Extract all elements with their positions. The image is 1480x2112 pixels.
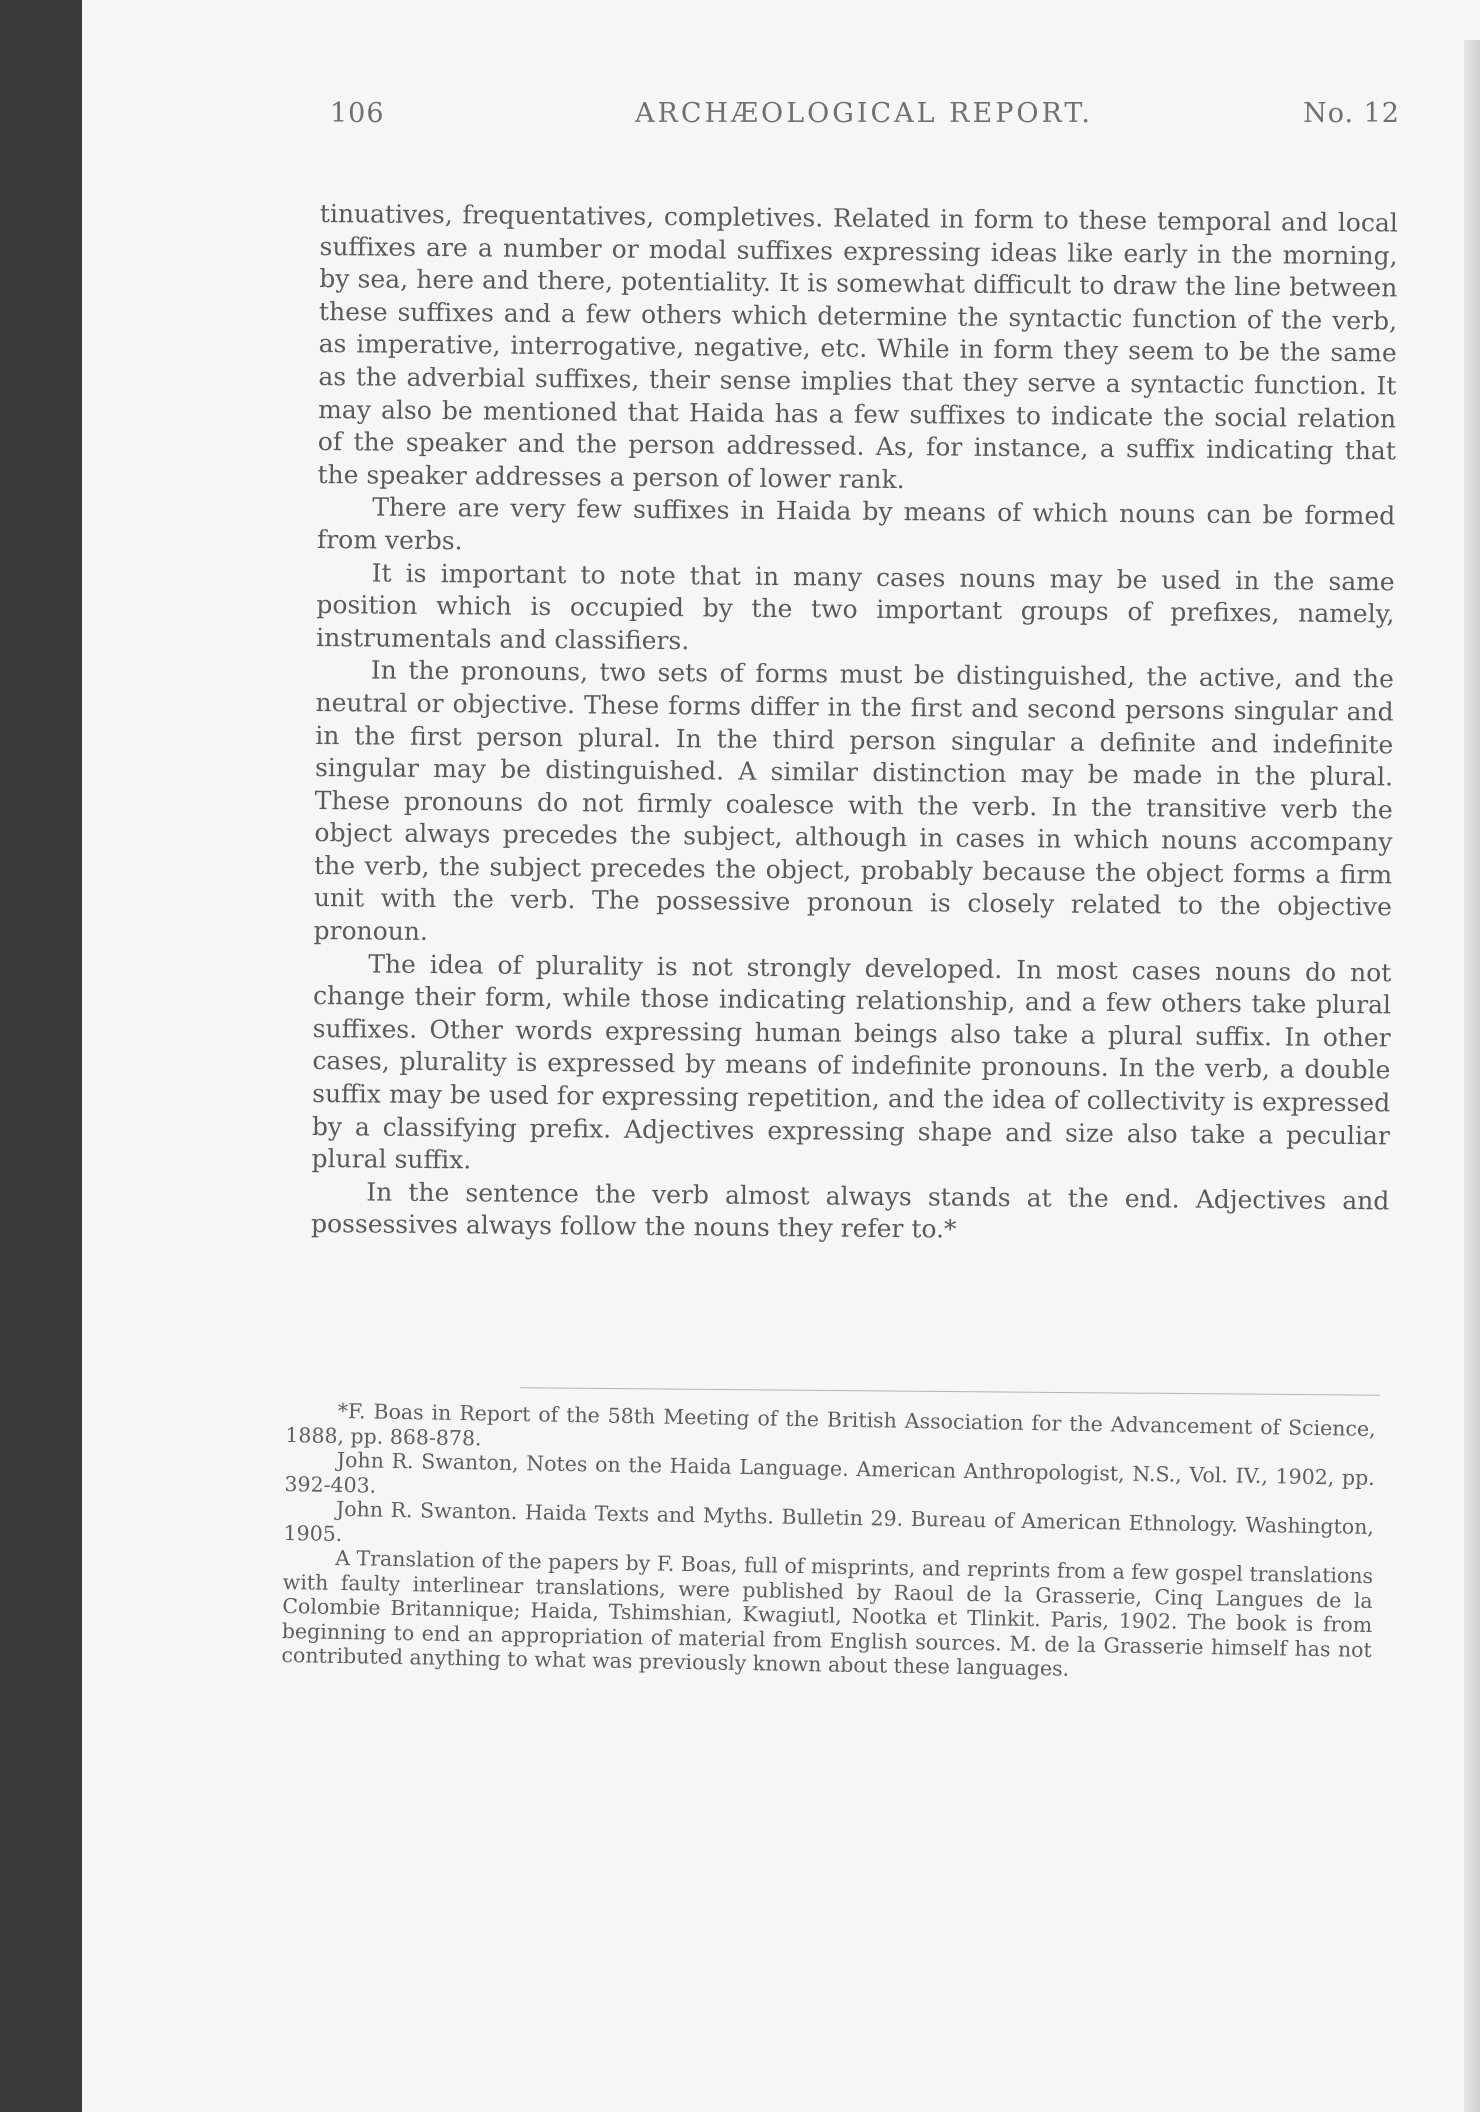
page-number: 106 bbox=[330, 98, 385, 129]
running-header bbox=[330, 98, 1400, 138]
paragraph-continuation: tinuatives, frequentatives, completives. Related in form to these temporal and local suffixes are a number or modal suffixes expressing ideas like early in the morning, by sea, here and there, potentiality. It is somewhat difficult to draw the line between these suffixes and a few others which determine the syntactic function of the verb, as imperative, interrogative, negative, etc. While in form they seem to be the same as the adverbial suffixes, their sense implies that they serve a syntactic function. It may also be mentioned that Haida has a few suffixes to indicate the social relation of the speaker and the person addressed. As, for instance, a suffix indicating that the speaker addresses a person of lower rank. bbox=[317, 198, 1398, 494]
footnote-grasserie: A Translation of the papers by F. Boas, full of misprints, and reprints from a few gospel translations with faulty interlinear translations, were published by Raoul de la Grasserie, Cinq Langues de la Colombie Britannique; Haida, Tshimshian, Kwagiutl, Nootka et Tlinkit. Paris, 1902. The book is from beginning to end an appropriation of material from English sources. M. de la Grasserie himself has not contributed anything to what was previously known about these languages. bbox=[281, 1545, 1374, 1681]
footnote-boas: *F. Boas in Report of the 58th Meeting of the British Association for the Advancement of Science, 1888, pp. 868-878. bbox=[285, 1398, 1376, 1450]
footnote-swanton-texts: John R. Swanton. Haida Texts and Myths. Bulletin 29. Bureau of American Ethnology. Washington, 1905. bbox=[283, 1496, 1375, 1546]
paragraph-noun-suffixes: There are very few suffixes in Haida by means of which nouns can be formed from verbs. bbox=[316, 492, 1396, 556]
issue-number: No. 12 bbox=[1303, 98, 1400, 129]
footnote-swanton-notes: John R. Swanton, Notes on the Haida Language. American Anthropologist, N.S., Vol. IV., 1902, pp. 392-403. bbox=[284, 1447, 1375, 1498]
paragraph-pronouns: In the pronouns, two sets of forms must be distinguished, the active, and the neutral or objective. These forms differ in the first and second persons singular and in the first person plural. In the third person singular a definite and indefinite singular may be distinguished. A similar distinction may be made in the plural. These pronouns do not firmly coalesce with the verb. In the transitive verb the object always precedes the subject, although in cases in which nouns accompany the verb, the subject precedes the object, probably because the object forms a firm unit with the verb. The possessive pronoun is closely related to the objective pronoun. bbox=[313, 655, 1394, 947]
paragraph-noun-positions: It is important to note that in many cases nouns may be used in the same position which is occupied by the two important groups of prefixes, namely, instrumentals and classifiers. bbox=[316, 557, 1395, 655]
paragraph-word-order: In the sentence the verb almost always stands at the end. Adjectives and possessives always follow the nouns they refer to.* bbox=[310, 1177, 1390, 1244]
journal-title: ARCHÆOLOGICAL REPORT. bbox=[635, 98, 1093, 129]
body-text bbox=[311, 198, 1398, 1250]
paragraph-plurality: The idea of plurality is not strongly developed. In most cases nouns do not change their form, while those indicating relationship, and a few others take plural suffixes. Other words expressing human beings also take a plural suffix. In other cases, plurality is expressed by means of indefinite pronouns. In the verb, a double suffix may be used for expressing repetition, and the idea of collectivity is expressed by a classifying prefix. Adjectives expressing shape and size also take a peculiar plural suffix. bbox=[311, 949, 1392, 1175]
page-edge-shadow bbox=[1464, 40, 1480, 2112]
footnotes bbox=[281, 1398, 1376, 1686]
